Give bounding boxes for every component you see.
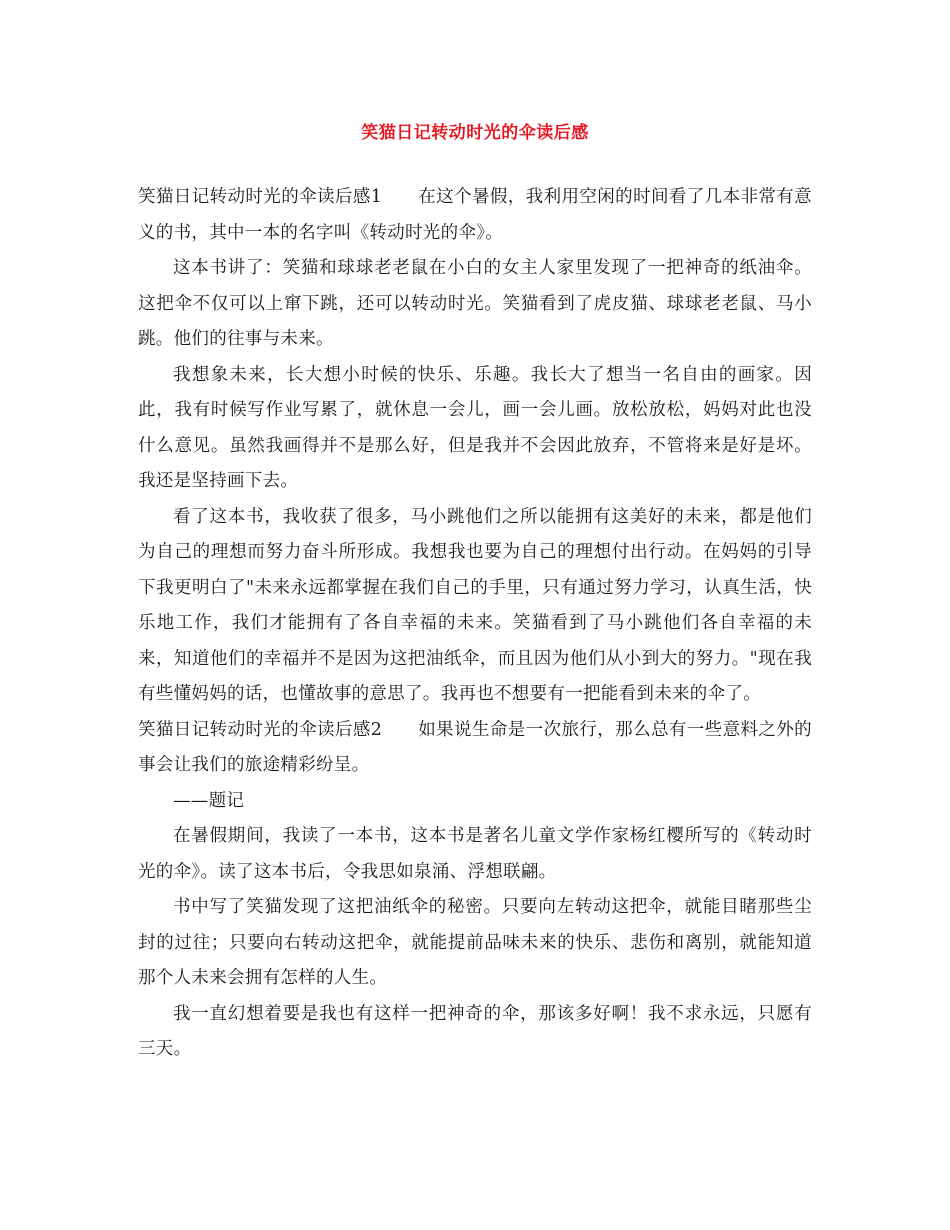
paragraph-text: 在这个暑假，我利用空闲的时间看了几本非常有意义的书，其中一本的名字叫《转动时光的伞》。 [138, 187, 812, 243]
paragraph: 看了这本书，我收获了很多，马小跳他们之所以能拥有这美好的未来，都是他们为自己的理想而努力奋斗所形成。我想我也要为自己的理想付出行动。在妈妈的引导下我更明白了"未来永远都掌握在我们自己的手里，只有通过努力学习，认真生活，快乐地工作，我们才能拥有了各自幸福的未来。笑猫看到了马小跳他们各自幸福的未来，知道他们的幸福并不是因为这把油纸伞，而且因为他们从小到大的努力。"现在我有些懂妈妈的话，也懂故事的意思了。我再也不想要有一把能看到未来的伞了。 [138, 506, 812, 704]
paragraph: 在暑假期间，我读了一本书，这本书是著名儿童文学作家杨红樱所写的《转动时光的伞》。读了这本书后，令我思如泉涌、浮想联翩。 [138, 826, 812, 882]
document-body [138, 180, 812, 1068]
document-title: 笑猫日记转动时光的伞读后感 [361, 123, 589, 143]
section-heading: 笑猫日记转动时光的伞读后感2 [138, 719, 383, 740]
paragraph: 书中写了笑猫发现了这把油纸伞的秘密。只要向左转动这把伞，就能目睹那些尘封的过往；只要向右转动这把伞，就能提前品味未来的快乐、悲伤和离别，就能知道那个人未来会拥有怎样的人生。 [138, 897, 812, 988]
paragraph-text: 如果说生命是一次旅行，那么总有一些意料之外的事会让我们的旅途精彩纷呈。 [138, 719, 812, 775]
paragraph: 这本书讲了：笑猫和球球老老鼠在小白的女主人家里发现了一把神奇的纸油伞。这把伞不仅可以上窜下跳，还可以转动时光。笑猫看到了虎皮猫、球球老老鼠、马小跳。他们的往事与未来。 [138, 258, 812, 349]
epigraph: ——题记 [173, 790, 245, 811]
section-heading: 笑猫日记转动时光的伞读后感1 [138, 187, 383, 207]
paragraph [138, 180, 812, 251]
paragraph [138, 713, 812, 784]
paragraph: 我一直幻想着要是我也有这样一把神奇的伞，那该多好啊！我不求永远，只愿有三天。 [138, 1003, 812, 1059]
paragraph: 我想象未来，长大想小时候的快乐、乐趣。我长大了想当一名自由的画家。因此，我有时候写作业写累了，就休息一会儿，画一会儿画。放松放松，妈妈对此也没什么意见。虽然我画得并不是那么好，但是我并不会因此放弃，不管将来是好是坏。我还是坚持画下去。 [138, 364, 812, 491]
